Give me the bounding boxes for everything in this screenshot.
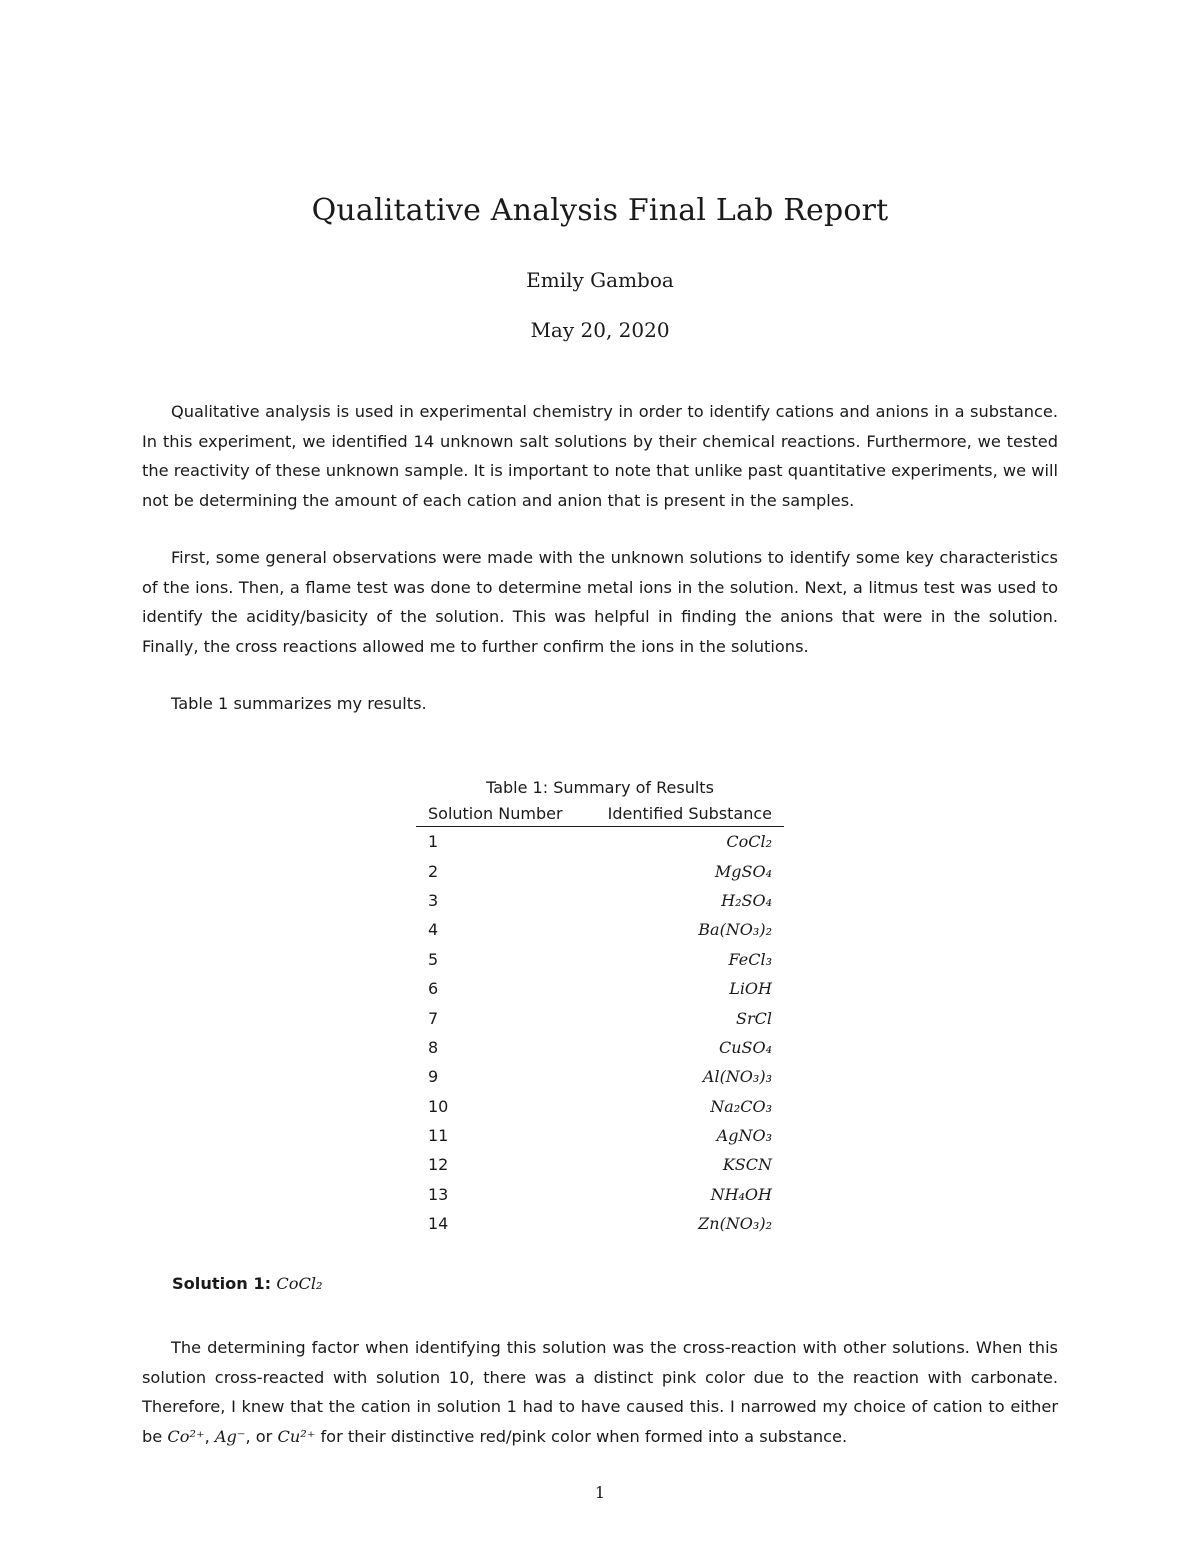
- table-row: [416, 886, 784, 915]
- section-formula: CoCl₂: [276, 1274, 323, 1293]
- identified-substance-cell: AgNO₃: [716, 1126, 772, 1146]
- identified-substance-cell: MgSO₄: [714, 861, 772, 881]
- results-table-container: [416, 776, 784, 1238]
- ion-copper: Cu²⁺: [277, 1426, 316, 1446]
- solution-number-cell: 2: [428, 861, 439, 881]
- ion-cobalt: Co²⁺: [167, 1426, 205, 1446]
- solution-number-cell: 1: [428, 832, 439, 852]
- identified-substance-cell: NH₄OH: [710, 1184, 772, 1204]
- table-row: [416, 1150, 784, 1179]
- document-title: Qualitative Analysis Final Lab Report: [311, 193, 889, 228]
- table-row: [416, 915, 784, 944]
- table-row: [416, 1033, 784, 1062]
- table-row: [416, 1062, 784, 1091]
- table-row: [416, 974, 784, 1003]
- method-paragraph: First, some general observations were made with the unknown solutions to identify some key characteristics of the ions. Then, a flame test was done to determine metal ions in the solution. Next, a litmus test was used to identify the acidity/basicity of the solution. This was helpful in finding the anions that were in the solution. Finally, the cross reactions allowed me to further confirm the ions in the solutions.: [142, 548, 1058, 656]
- identified-substance-cell: Na₂CO₃: [710, 1096, 772, 1116]
- intro-paragraph: Qualitative analysis is used in experimental chemistry in order to identify cations and anions in a substance. In this experiment, we identified 14 unknown salt solutions by their chemical reactions. Furthermore, we tested the reactivity of these unknown sample. It is important to note that unlike past quantitative experiments, we will not be determining the amount of each cation and anion that is present in the samples.: [142, 402, 1058, 510]
- section-label: Solution 1:: [172, 1274, 272, 1293]
- solution-number-cell: 8: [428, 1037, 439, 1057]
- header-solution-number: Solution Number: [416, 800, 584, 827]
- table-row: [416, 1180, 784, 1209]
- header-identified-substance: Identified Substance: [584, 800, 784, 827]
- table-row: [416, 1003, 784, 1032]
- solution-1-paragraph: [142, 1333, 1058, 1451]
- author-name: Emily Gamboa: [526, 268, 674, 292]
- table-row: [416, 1121, 784, 1150]
- solution-number-cell: 5: [428, 949, 439, 969]
- table-caption: Table 1: Summary of Results: [486, 778, 714, 797]
- separator-2: , or: [245, 1426, 278, 1446]
- identified-substance-cell: LiOH: [729, 979, 772, 999]
- page-number: 1: [594, 1483, 606, 1502]
- identified-substance-cell: KSCN: [722, 1155, 772, 1175]
- table-header-row: [416, 800, 784, 827]
- solution-1-text-a: The determining factor when identifying this solution was the cross-reaction with other solutions. When this solution cross-reacted with solution 10, there was a distinct pink color due to the reaction with carbonate. Therefore, I knew that the cation in solution 1 had to have caused this. I narrowed my choice of cation to either be: [142, 1338, 1058, 1446]
- solution-number-cell: 7: [428, 1008, 439, 1028]
- identified-substance-cell: CoCl₂: [726, 832, 772, 852]
- identified-substance-cell: Al(NO₃)₃: [702, 1067, 772, 1087]
- table-row: [416, 1209, 784, 1238]
- separator-1: ,: [204, 1426, 215, 1446]
- solution-number-cell: 13: [428, 1184, 449, 1204]
- solution-number-cell: 14: [428, 1214, 449, 1234]
- solution-number-cell: 12: [428, 1155, 449, 1175]
- solution-number-cell: 11: [428, 1126, 449, 1146]
- identified-substance-cell: FeCl₃: [728, 949, 772, 969]
- table-row: [416, 827, 784, 857]
- table-row: [416, 1092, 784, 1121]
- identified-substance-cell: Ba(NO₃)₂: [698, 920, 772, 940]
- table-body: [416, 827, 784, 1239]
- results-table: [416, 800, 784, 1238]
- table-row: [416, 856, 784, 885]
- identified-substance-cell: CuSO₄: [718, 1037, 772, 1057]
- solution-number-cell: 10: [428, 1096, 449, 1116]
- solution-1-text-b: for their distinctive red/pink color when formed into a substance.: [315, 1426, 848, 1446]
- ion-silver: Ag⁻: [214, 1426, 246, 1446]
- document-date: May 20, 2020: [530, 318, 670, 342]
- table-row: [416, 945, 784, 974]
- section-heading-solution-1: [172, 1274, 323, 1293]
- solution-number-cell: 3: [428, 890, 439, 910]
- solution-number-cell: 9: [428, 1067, 439, 1087]
- identified-substance-cell: SrCl: [736, 1008, 772, 1028]
- summary-reference-paragraph: Table 1 summarizes my results.: [171, 694, 427, 713]
- identified-substance-cell: Zn(NO₃)₂: [698, 1214, 772, 1234]
- solution-number-cell: 6: [428, 979, 439, 999]
- identified-substance-cell: H₂SO₄: [721, 890, 772, 910]
- solution-number-cell: 4: [428, 920, 439, 940]
